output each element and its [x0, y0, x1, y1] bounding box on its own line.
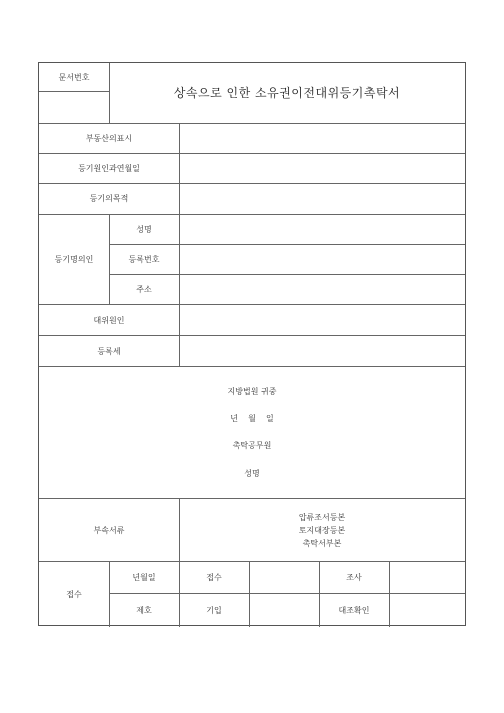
attachment-item: 촉탁서부본 [302, 539, 342, 548]
col-line [179, 123, 180, 366]
row-line [109, 593, 465, 594]
name-label: 성명 [136, 225, 152, 234]
row-line [109, 244, 465, 245]
entry-label: 기입 [206, 606, 222, 615]
row-line [39, 335, 465, 336]
attachment-item: 압류조서등본 [298, 513, 346, 522]
court-addressee: 지방법원 귀중 [227, 387, 277, 396]
cross-check-label: 대조확인 [338, 606, 370, 615]
registration-form [38, 62, 466, 626]
row-line [39, 183, 465, 184]
col-line [389, 561, 390, 627]
row-line [39, 153, 465, 154]
reg-tax-label: 등록세 [97, 347, 121, 356]
address-label: 주소 [136, 285, 152, 294]
row-line [39, 561, 465, 562]
cause-date-label: 등기원인과연월일 [78, 164, 140, 173]
attachment-item: 토지대장등본 [298, 526, 346, 535]
number-label: 제호 [136, 606, 152, 615]
col-line [249, 561, 250, 627]
receipt-date-label: 년월일 [132, 573, 156, 582]
col-line [109, 561, 110, 627]
row-line [39, 498, 465, 499]
row-line [39, 214, 465, 215]
col-line [319, 561, 320, 627]
row-line [39, 366, 465, 367]
row-line [39, 304, 465, 305]
document-title: 상속으로 인한 소유권이전대위등기촉탁서 [173, 86, 401, 100]
nominee-label: 등기명의인 [54, 255, 94, 264]
date-line: 년 월 일 [230, 414, 274, 423]
reg-number-label: 등록번호 [128, 255, 160, 264]
receipt-label: 접수 [66, 590, 82, 599]
row-line [109, 274, 465, 275]
official-name-label: 성명 [244, 469, 260, 478]
doc-number-divider [39, 91, 109, 92]
official-label: 촉탁공무원 [232, 441, 272, 450]
property-label: 부동산의표시 [85, 134, 133, 143]
attachments-label: 부속서류 [93, 526, 125, 535]
doc-number-label: 문서번호 [58, 73, 90, 82]
receipt-receipt-label: 접수 [206, 573, 222, 582]
survey-label: 조사 [346, 573, 362, 582]
purpose-label: 등기의목적 [89, 194, 129, 203]
subrogation-label: 대위원인 [93, 316, 125, 325]
row-line [39, 123, 465, 124]
